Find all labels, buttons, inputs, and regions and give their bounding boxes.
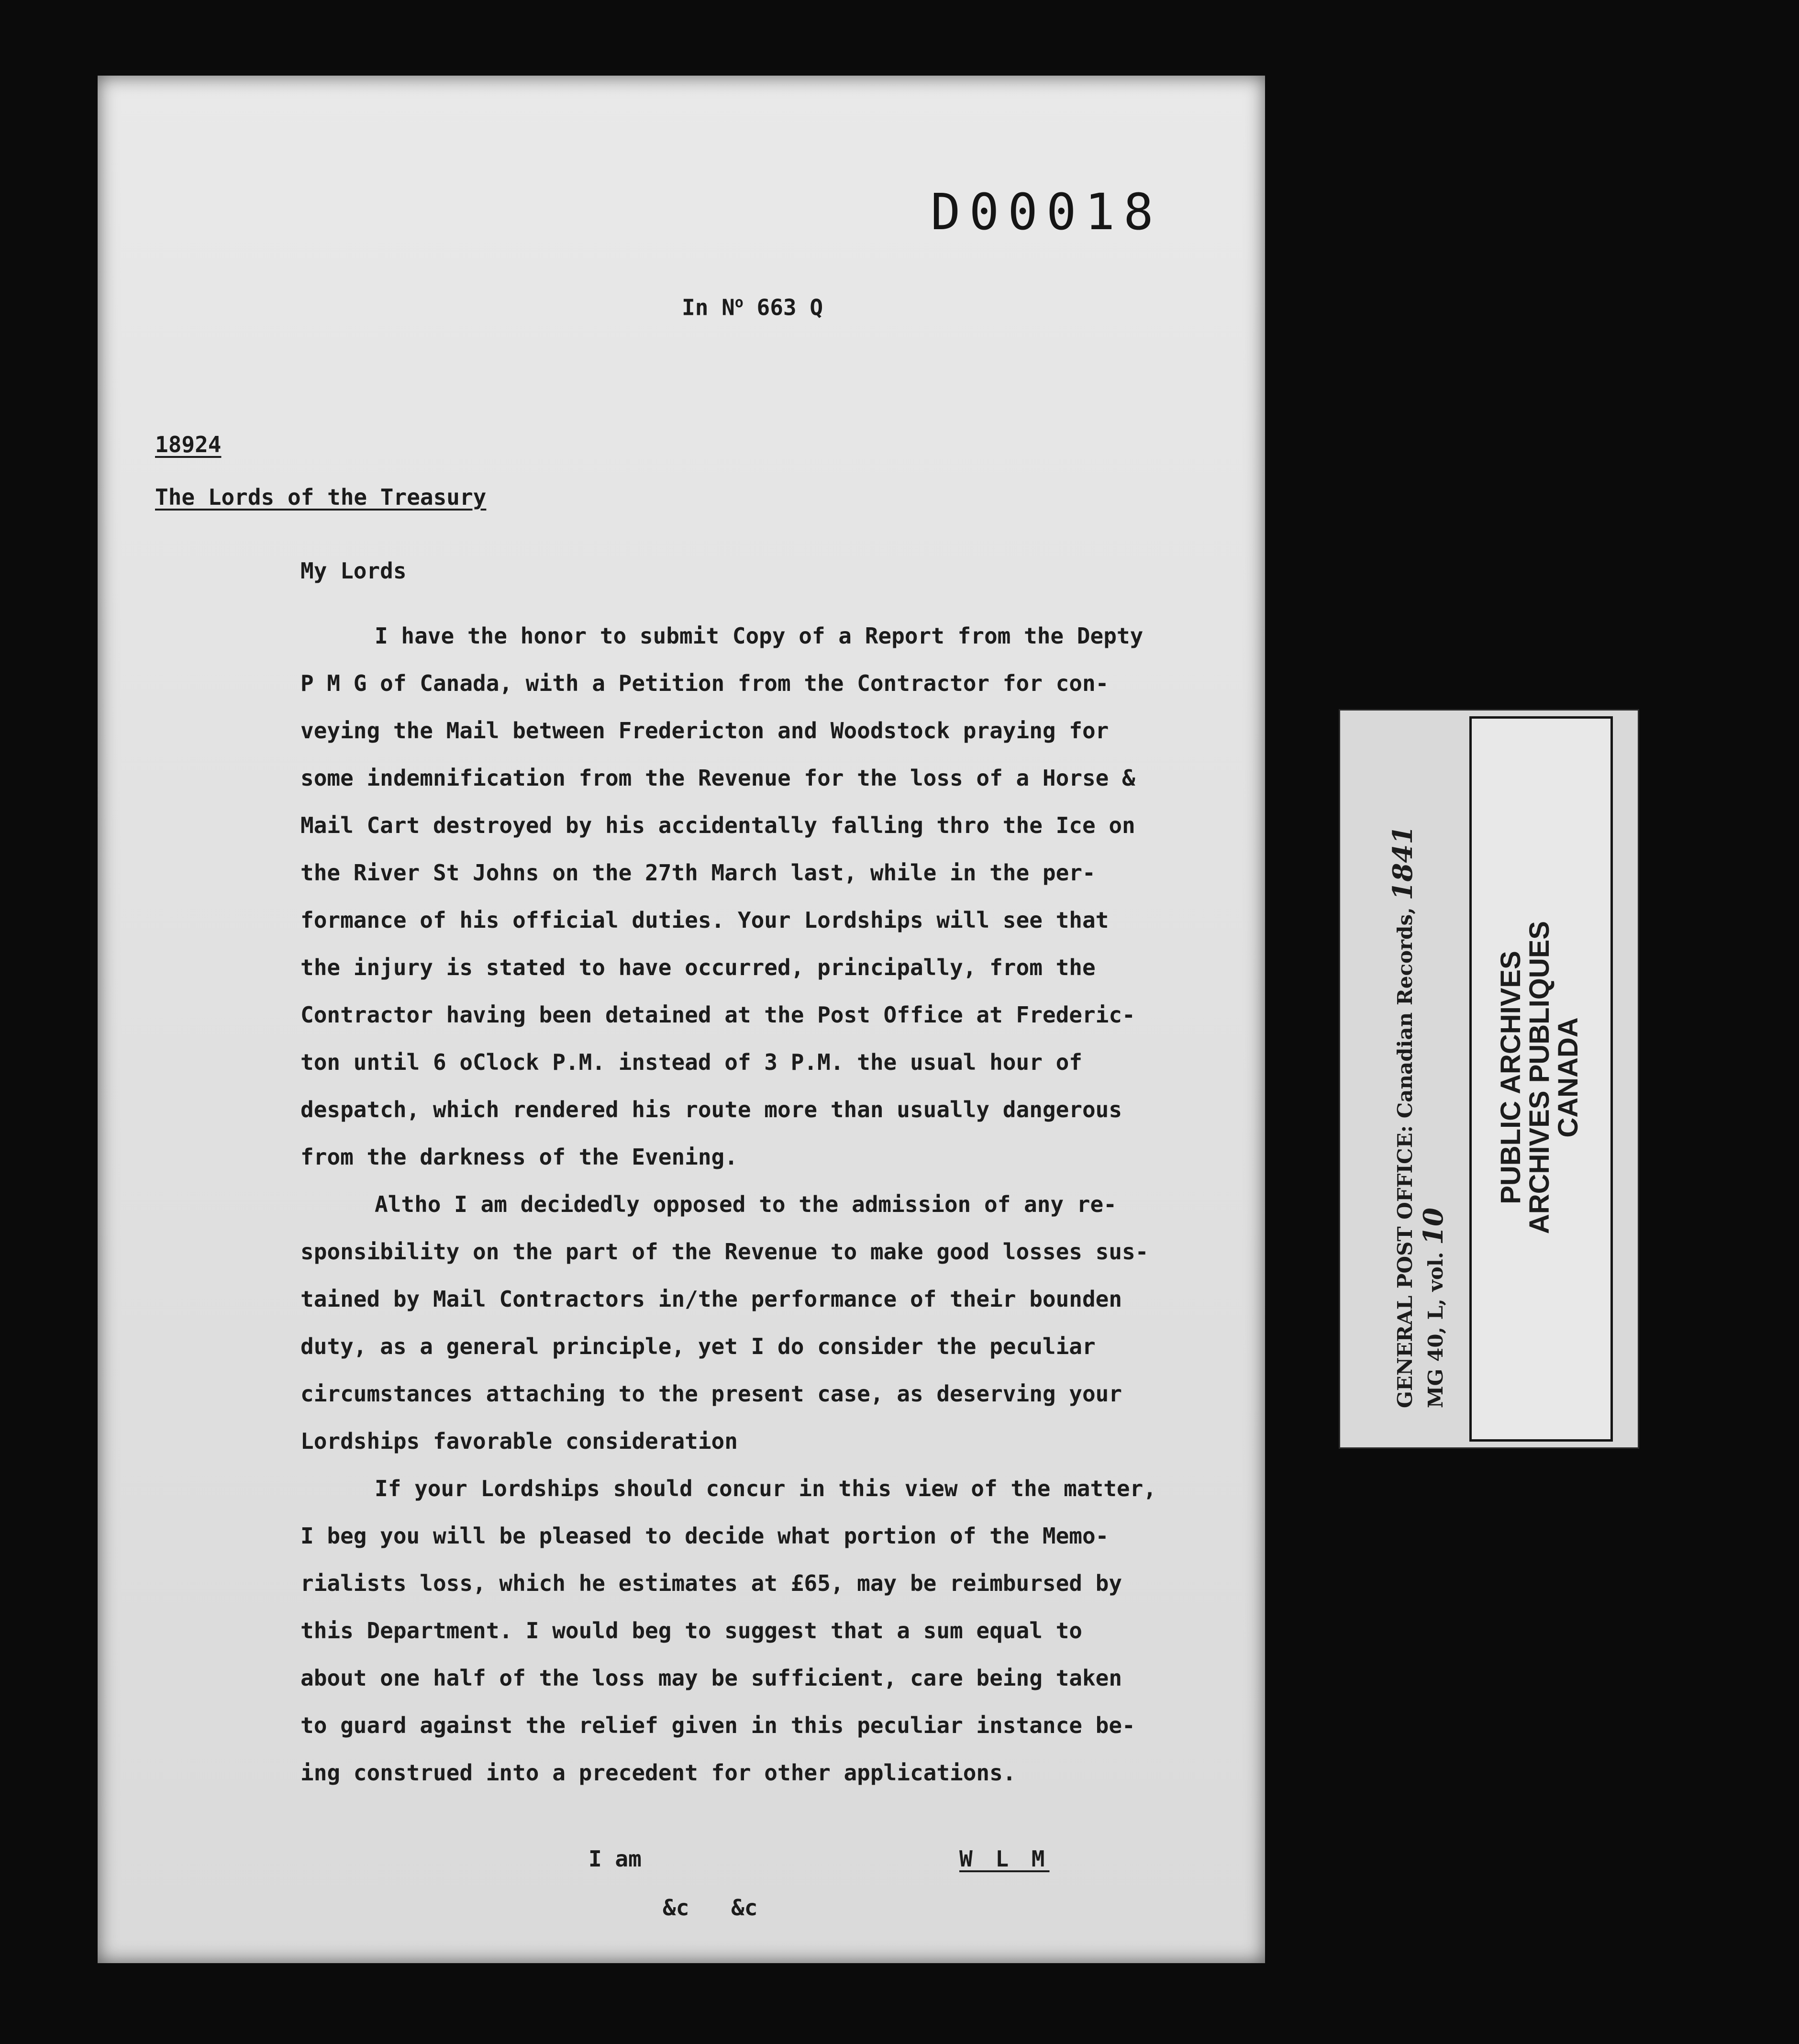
archive-name-en: PUBLIC ARCHIVES [1495,951,1526,1204]
body-line: the River St Johns on the 27th March last, while in the per- [300,860,1096,886]
body-line: about one half of the loss may be sufficient, care being taken [300,1665,1122,1691]
label-record-line [1387,826,1419,1408]
body-line: to guard against the relief given in this peculiar instance be- [300,1712,1135,1738]
body-line: Contractor having been detained at the Post Office at Frederic- [300,1002,1135,1028]
body-line: tained by Mail Contractors in/the performance of their bounden [300,1286,1122,1312]
body-line: this Department. I would beg to suggest that a sum equal to [300,1618,1082,1644]
body-line: veying the Mail between Fredericton and Woodstock praying for [300,718,1109,744]
label-record-typed: GENERAL POST OFFICE: Canadian Records, [1393,907,1417,1408]
body-line: Lordships favorable consideration [300,1428,738,1454]
body-line: some indemnification from the Revenue for the loss of a Horse & [300,765,1135,791]
body-line: formance of his official duties. Your Lordships will see that [300,907,1109,933]
archive-country: CANADA [1553,1017,1584,1138]
addressee: The Lords of the Treasury [155,484,487,510]
body-line: circumstances attaching to the present case, as deserving your [300,1381,1122,1407]
label-volume-typed: MG 40, L, vol. [1424,1252,1447,1408]
body-line: despatch, which rendered his route more than usually dangerous [300,1097,1122,1122]
body-line: If your Lordships should concur in this view of the matter, [375,1476,1156,1501]
body-line: I have the honor to submit Copy of a Report from the Depty [375,623,1144,649]
body-line: ing construed into a precedent for other applications. [300,1760,1016,1786]
reference-prefix: In N [682,294,735,321]
body-line: sponsibility on the part of the Revenue to make good losses sus- [300,1239,1149,1265]
body-line: from the darkness of the Evening. [300,1144,738,1170]
body-line: ton until 6 oClock P.M. instead of 3 P.M. the usual hour of [300,1049,1082,1075]
reference-value: 663 Q [756,294,823,321]
etc-mark: &c &c [663,1895,758,1921]
label-volume-line [1418,1208,1449,1408]
reference-superscript: o [734,294,744,311]
body-line: I beg you will be pleased to decide what portion of the Memo- [300,1523,1109,1549]
archive-stamp-box [1469,716,1613,1442]
body-line: Altho I am decidedly opposed to the admission of any re- [375,1191,1117,1217]
stamp-number: D00018 [931,183,1162,241]
body-line: the injury is stated to have occurred, principally, from the [300,955,1096,980]
archive-label [1339,709,1639,1449]
label-volume-number: 10 [1418,1207,1449,1245]
letter-body [300,612,1255,1797]
closing: I am [589,1846,642,1872]
archive-name-fr: ARCHIVES PUBLIQUES [1524,921,1555,1234]
label-record-year: 1841 [1387,825,1419,900]
file-number: 18924 [155,432,222,457]
reference-number [682,294,823,320]
body-line: duty, as a general principle, yet I do consider the peculiar [300,1333,1096,1359]
body-line: Mail Cart destroyed by his accidentally falling thro the Ice on [300,812,1135,838]
body-line: rialists loss, which he estimates at £65, may be reimbursed by [300,1570,1122,1596]
salutation: My Lords [300,558,407,584]
initials: W L M [959,1846,1050,1872]
body-line: P M G of Canada, with a Petition from the Contractor for con- [300,670,1109,696]
